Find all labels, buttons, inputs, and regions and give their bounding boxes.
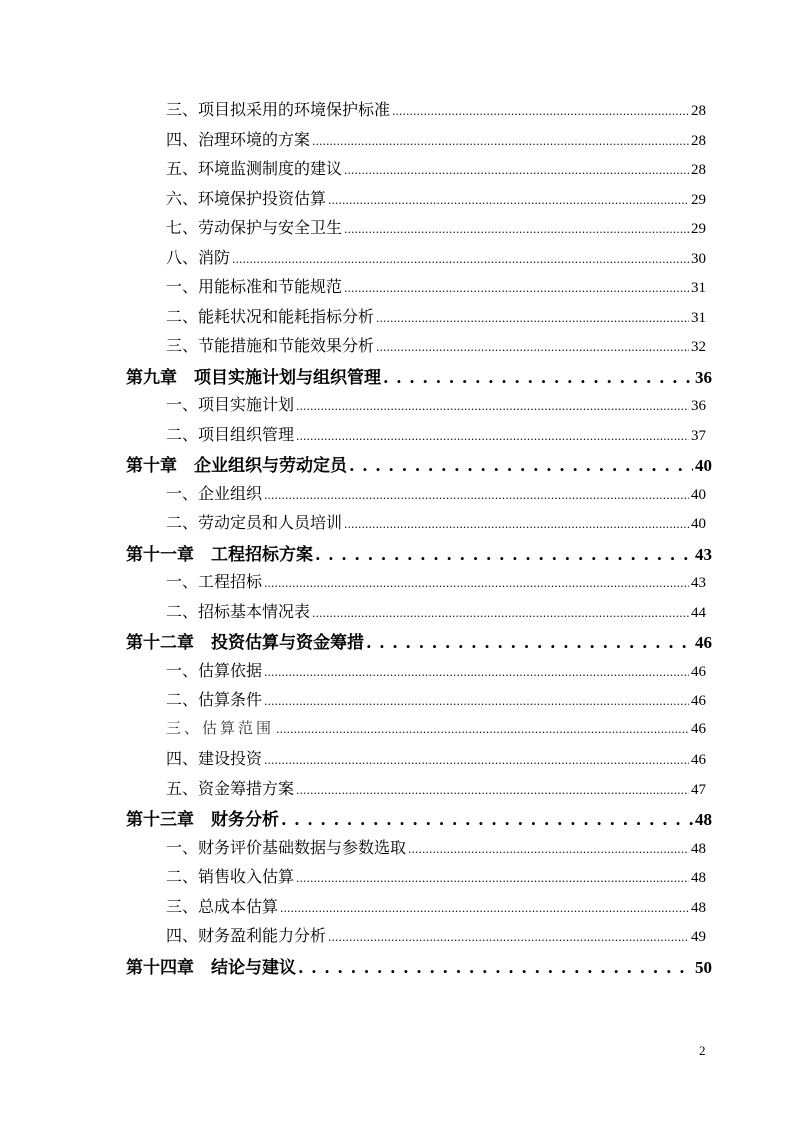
toc-entry-label: 一、财务评价基础数据与参数选取 [166,837,407,857]
toc-dot-leader [315,545,693,565]
toc-section-entry[interactable] [166,127,706,155]
toc-entry-page-number: 46 [691,663,706,680]
toc-dot-leader [349,456,693,476]
toc-chapter-entry[interactable] [126,451,712,479]
toc-entry-label: 二、能耗状况和能耗指标分析 [166,306,375,326]
toc-section-entry[interactable] [166,599,706,627]
toc-section-entry[interactable] [166,422,706,450]
toc-section-entry[interactable] [166,481,706,509]
toc-entry-label: 二、估算条件 [166,690,263,709]
toc-dot-leader [392,100,689,119]
toc-entry-label: 五、资金筹措方案 [166,778,295,798]
toc-chapter-entry[interactable] [126,628,712,656]
toc-entry-label: 一、工程招标 [166,572,263,591]
toc-entry-page-number: 50 [695,957,712,977]
toc-entry-page-number: 36 [691,398,706,414]
toc-dot-leader [296,779,689,798]
toc-entry-label: 四、建设投资 [166,749,263,768]
toc-chapter-entry[interactable] [126,363,712,391]
toc-section-entry[interactable] [166,274,706,302]
toc-chapter-entry[interactable] [126,540,712,568]
toc-entry-page-number: 40 [691,486,706,503]
toc-entry-page-number: 48 [695,810,712,829]
toc-dot-leader [264,661,689,680]
toc-section-entry[interactable] [166,746,706,774]
toc-entry-page-number: 43 [695,544,712,564]
toc-entry-label: 七、劳动保护与安全卫生 [166,218,343,237]
toc-entry-page-number: 48 [691,840,706,857]
toc-section-entry[interactable] [166,923,706,951]
toc-entry-label: 四、治理环境的方案 [166,129,311,149]
toc-entry-page-number: 44 [691,604,706,621]
toc-dot-leader [344,218,689,237]
toc-section-entry[interactable] [166,186,706,214]
toc-entry-label: 二、劳动定员和人员培训 [166,513,343,532]
toc-entry-label: 八、消防 [166,247,231,267]
toc-entry-page-number: 29 [691,221,706,237]
toc-entry-page-number: 46 [691,720,706,737]
toc-section-entry[interactable] [166,304,706,332]
toc-entry-page-number: 36 [695,367,712,387]
toc-entry-label: 六、环境保护投资估算 [166,188,327,208]
toc-entry-label: 三、项目拟采用的环境保护标准 [166,100,391,119]
toc-entry-label: 三、估算范围 [166,718,275,737]
toc-entry-label: 一、项目实施计划 [166,395,295,414]
toc-section-entry[interactable] [166,97,706,125]
toc-section-entry[interactable] [166,510,706,538]
toc-entry-page-number: 43 [691,575,706,591]
toc-dot-leader [376,336,689,355]
toc-section-entry[interactable] [166,717,706,745]
toc-dot-leader [376,307,689,326]
toc-dot-leader [344,513,689,532]
toc-section-entry[interactable] [166,687,706,715]
toc-dot-leader [312,130,689,149]
toc-section-entry[interactable] [166,894,706,922]
toc-dot-leader [232,248,689,267]
toc-entry-page-number: 40 [695,456,712,475]
toc-dot-leader [296,867,689,886]
toc-entry-label: 一、企业组织 [166,483,263,503]
toc-entry-label: 二、销售收入估算 [166,867,295,886]
toc-entry-page-number: 37 [691,427,706,444]
toc-entry-label: 第十三章 财务分析 [126,810,279,830]
toc-section-entry[interactable] [166,864,706,892]
toc-entry-page-number: 46 [691,752,706,768]
toc-entry-label: 五、环境监测制度的建议 [166,159,343,178]
toc-section-entry[interactable] [166,658,706,686]
toc-entry-page-number: 48 [691,870,706,886]
toc-entry-label: 第十二章 投资估算与资金筹措 [126,633,364,653]
toc-entry-page-number: 28 [691,103,706,119]
toc-entry-page-number: 48 [691,899,706,916]
toc-section-entry[interactable] [166,333,706,361]
toc-entry-page-number: 49 [691,929,706,945]
toc-section-entry[interactable] [166,835,706,863]
toc-entry-label: 第九章 项目实施计划与组织管理 [126,367,381,388]
toc-dot-leader [264,572,689,591]
page-number: 2 [699,1043,706,1058]
toc-entry-label: 第十章 企业组织与劳动定员 [126,456,347,476]
toc-entry-label: 二、项目组织管理 [166,424,295,444]
toc-chapter-entry[interactable] [126,805,712,833]
toc-dot-leader [366,633,693,653]
toc-entry-label: 第十四章 结论与建议 [126,957,296,978]
toc-entry-label: 二、招标基本情况表 [166,601,311,621]
toc-entry-page-number: 29 [691,191,706,208]
toc-entry-label: 三、总成本估算 [166,896,279,916]
toc-dot-leader [383,368,693,388]
toc-dot-leader [344,159,689,178]
toc-dot-leader [298,958,693,978]
toc-entry-page-number: 31 [691,309,706,326]
toc-dot-leader [328,926,689,945]
toc-dot-leader [280,897,689,916]
toc-section-entry[interactable] [166,215,706,243]
toc-entry-page-number: 46 [695,633,712,652]
toc-entry-page-number: 32 [691,339,706,355]
toc-section-entry[interactable] [166,156,706,184]
toc-dot-leader [312,602,689,621]
toc-entry-page-number: 28 [691,132,706,149]
toc-entry-page-number: 31 [691,280,706,296]
toc-section-entry[interactable] [166,569,706,597]
toc-entry-label: 一、估算依据 [166,660,263,680]
toc-section-entry[interactable] [166,392,706,420]
toc-section-entry[interactable] [166,245,706,273]
toc-dot-leader [264,749,689,768]
toc-entry-page-number: 30 [691,250,706,267]
toc-dot-leader [276,718,689,737]
toc-chapter-entry[interactable] [126,953,712,981]
toc-entry-label: 三、节能措施和节能效果分析 [166,336,375,355]
toc-entry-page-number: 28 [691,162,706,178]
toc-section-entry[interactable] [166,776,706,804]
toc-dot-leader [264,484,689,503]
toc-dot-leader [328,189,689,208]
toc-entry-label: 四、财务盈利能力分析 [166,926,327,945]
toc-dot-leader [408,838,689,857]
toc-entry-label: 一、用能标准和节能规范 [166,277,343,296]
toc-entry-page-number: 46 [691,693,706,709]
toc-dot-leader [264,690,689,709]
toc-dot-leader [296,425,689,444]
toc-entry-page-number: 47 [691,781,706,798]
toc-dot-leader [296,395,689,414]
toc-dot-leader [281,810,693,830]
toc-entry-label: 第十一章 工程招标方案 [126,544,313,565]
toc-dot-leader [344,277,689,296]
toc-entry-page-number: 40 [691,516,706,532]
